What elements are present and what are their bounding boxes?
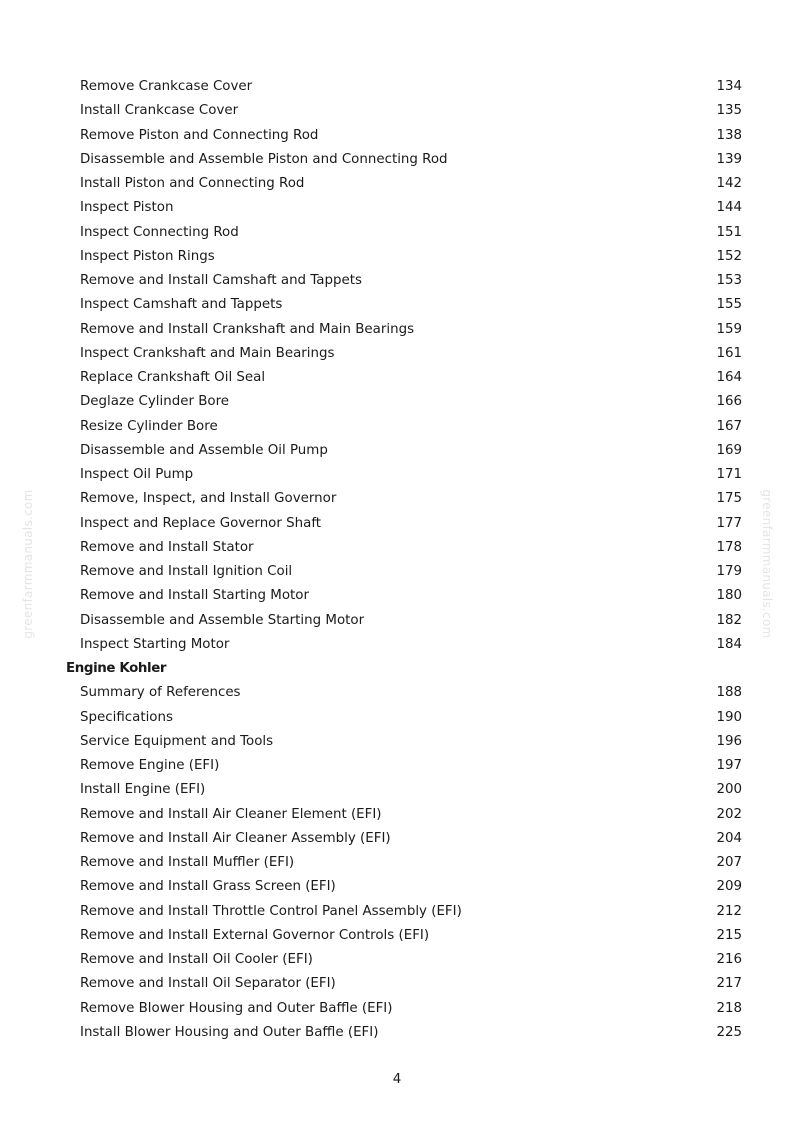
- toc-entry[interactable]: [0, 390, 794, 414]
- toc-entry-page-number[interactable]: 169: [716, 442, 742, 458]
- toc-entry-title[interactable]: Remove and Install Camshaft and Tappets: [80, 273, 362, 288]
- toc-entry[interactable]: [0, 1021, 794, 1045]
- toc-entry[interactable]: [0, 900, 794, 924]
- toc-entry-page-number[interactable]: 212: [716, 903, 742, 919]
- toc-entry-page-number[interactable]: 178: [716, 539, 742, 555]
- toc-entry-page-number[interactable]: 155: [716, 297, 742, 313]
- toc-entry[interactable]: [0, 706, 794, 730]
- toc-entry-page-number[interactable]: 197: [716, 758, 742, 773]
- toc-entry-page-number[interactable]: 196: [716, 733, 742, 749]
- toc-entry[interactable]: [0, 851, 794, 875]
- toc-entry-title[interactable]: Install Crankcase Cover: [80, 103, 239, 119]
- table-of-contents: [0, 75, 794, 1045]
- toc-entry[interactable]: [0, 997, 794, 1021]
- toc-entry-title[interactable]: Replace Crankshaft Oil Seal: [80, 370, 266, 385]
- toc-entry-title[interactable]: Inspect Camshaft and Tappets: [80, 297, 283, 313]
- section-heading-title: Engine Kohler: [66, 661, 167, 676]
- toc-entry[interactable]: [0, 924, 794, 948]
- toc-entry-title[interactable]: Remove and Install Oil Cooler (EFI): [80, 952, 313, 967]
- toc-entry-title[interactable]: Remove and Install Grass Screen (EFI): [80, 879, 336, 895]
- toc-entry-title[interactable]: Remove, Inspect, and Install Governor: [80, 491, 337, 507]
- toc-entry-title[interactable]: Remove and Install Muffler (EFI): [80, 855, 295, 870]
- toc-entry-page-number[interactable]: 164: [716, 370, 742, 385]
- toc-entry[interactable]: [0, 293, 794, 317]
- toc-entry-title[interactable]: Specifications: [80, 709, 173, 725]
- toc-entry[interactable]: [0, 609, 794, 633]
- toc-entry-page-number[interactable]: 184: [716, 636, 742, 652]
- toc-entry-page-number[interactable]: 202: [716, 806, 742, 822]
- toc-entry-page-number[interactable]: 177: [716, 515, 742, 531]
- toc-entry-title[interactable]: Install Piston and Connecting Rod: [80, 176, 305, 191]
- toc-entry-title[interactable]: Remove and Install Starting Motor: [80, 588, 309, 604]
- toc-entry-title[interactable]: Remove and Install Air Cleaner Element (EFI): [80, 806, 382, 822]
- toc-entry-title[interactable]: Inspect Starting Motor: [80, 636, 230, 652]
- toc-entry-page-number[interactable]: 215: [716, 927, 742, 943]
- toc-entry-title[interactable]: Remove and Install External Governor Controls (EFI): [80, 927, 430, 943]
- toc-entry-page-number[interactable]: 134: [716, 79, 742, 94]
- toc-entry-page-number[interactable]: 190: [716, 709, 742, 725]
- toc-entry-title[interactable]: Disassemble and Assemble Oil Pump: [80, 442, 328, 458]
- toc-entry-page-number[interactable]: 204: [716, 830, 742, 846]
- toc-entry-title[interactable]: Inspect Crankshaft and Main Bearings: [80, 345, 335, 361]
- toc-entry-title[interactable]: Inspect Oil Pump: [80, 467, 194, 482]
- watermark-text: greenfarmmanuals.com: [21, 488, 35, 639]
- toc-entry-page-number[interactable]: 182: [716, 612, 742, 628]
- toc-entry-title[interactable]: Deglaze Cylinder Bore: [80, 394, 230, 410]
- toc-entry-title[interactable]: Disassemble and Assemble Starting Motor: [80, 612, 365, 628]
- toc-section-heading: [0, 657, 794, 681]
- toc-entry-title[interactable]: Remove and Install Stator: [80, 539, 254, 555]
- toc-entry[interactable]: [0, 439, 794, 463]
- toc-entry-page-number[interactable]: 218: [716, 1000, 742, 1016]
- toc-entry-title[interactable]: Inspect Piston Rings: [80, 248, 215, 264]
- toc-entry-title[interactable]: Remove Piston and Connecting Rod: [80, 127, 319, 143]
- toc-entry-title[interactable]: Disassemble and Assemble Piston and Connecting Rod: [80, 151, 448, 167]
- toc-entry-page-number[interactable]: 217: [716, 976, 742, 992]
- toc-entry[interactable]: [0, 584, 794, 608]
- toc-entry-page-number[interactable]: 188: [716, 685, 742, 701]
- toc-entry-page-number[interactable]: 139: [716, 151, 742, 167]
- toc-entry[interactable]: [0, 778, 794, 802]
- toc-entry-title[interactable]: Inspect Piston: [80, 200, 174, 216]
- toc-entry-title[interactable]: Summary of References: [80, 685, 241, 701]
- toc-entry[interactable]: [0, 512, 794, 536]
- toc-entry-page-number[interactable]: 200: [716, 782, 742, 798]
- toc-entry[interactable]: [0, 148, 794, 172]
- toc-entry-title[interactable]: Remove and Install Air Cleaner Assembly (EFI): [80, 830, 391, 846]
- toc-entry[interactable]: [0, 972, 794, 996]
- toc-entry-page-number[interactable]: 180: [716, 588, 742, 604]
- toc-entry[interactable]: [0, 415, 794, 439]
- toc-entry-title[interactable]: Remove Crankcase Cover: [80, 79, 253, 94]
- toc-entry-page-number[interactable]: 225: [716, 1024, 742, 1040]
- toc-entry-page-number[interactable]: 175: [716, 491, 742, 507]
- toc-entry-page-number[interactable]: 179: [716, 564, 742, 579]
- toc-entry-title[interactable]: Inspect Connecting Rod: [80, 224, 239, 240]
- toc-entry[interactable]: [0, 633, 794, 657]
- toc-entry-page-number[interactable]: 207: [716, 855, 742, 870]
- toc-entry-page-number[interactable]: 138: [716, 127, 742, 143]
- toc-entry-title[interactable]: Remove Blower Housing and Outer Baffle (EFI): [80, 1000, 393, 1016]
- toc-entry-title[interactable]: Remove Engine (EFI): [80, 758, 220, 773]
- toc-entry[interactable]: [0, 560, 794, 584]
- toc-entry-page-number[interactable]: 216: [716, 952, 742, 967]
- toc-entry-page-number[interactable]: 152: [716, 248, 742, 264]
- toc-entry-page-number[interactable]: 142: [716, 176, 742, 191]
- toc-entry-page-number[interactable]: 159: [716, 321, 742, 337]
- toc-entry[interactable]: [0, 487, 794, 511]
- toc-entry-title[interactable]: Install Blower Housing and Outer Baffle (EFI): [80, 1024, 379, 1040]
- toc-entry-page-number[interactable]: 167: [716, 418, 742, 434]
- toc-entry-title[interactable]: Resize Cylinder Bore: [80, 418, 218, 434]
- toc-entry-title[interactable]: Inspect and Replace Governor Shaft: [80, 515, 322, 531]
- toc-entry-title[interactable]: Install Engine (EFI): [80, 782, 206, 798]
- toc-entry[interactable]: [0, 245, 794, 269]
- watermark-text: greenfarmmanuals.com: [760, 488, 774, 639]
- toc-entry-title[interactable]: Remove and Install Crankshaft and Main Bearings: [80, 321, 415, 337]
- toc-entry-page-number[interactable]: 135: [716, 103, 742, 119]
- toc-entry[interactable]: [0, 827, 794, 851]
- toc-entry[interactable]: [0, 754, 794, 778]
- toc-entry[interactable]: [0, 536, 794, 560]
- toc-entry-page-number[interactable]: 161: [716, 345, 742, 361]
- toc-entry[interactable]: [0, 221, 794, 245]
- toc-entry-title[interactable]: Remove and Install Oil Separator (EFI): [80, 976, 336, 992]
- toc-entry-page-number[interactable]: 171: [716, 467, 742, 482]
- toc-entry[interactable]: [0, 172, 794, 196]
- toc-entry-page-number[interactable]: 166: [716, 394, 742, 410]
- toc-entry[interactable]: [0, 196, 794, 220]
- toc-entry-title[interactable]: Remove and Install Ignition Coil: [80, 564, 293, 579]
- toc-entry-page-number[interactable]: 151: [716, 224, 742, 240]
- toc-entry-page-number[interactable]: 153: [716, 273, 742, 288]
- toc-entry-page-number[interactable]: 209: [716, 879, 742, 895]
- toc-entry[interactable]: [0, 681, 794, 705]
- toc-entry-title[interactable]: Remove and Install Throttle Control Panel Assembly (EFI): [80, 903, 462, 919]
- toc-entry-title[interactable]: Service Equipment and Tools: [80, 733, 274, 749]
- toc-entry[interactable]: [0, 269, 794, 293]
- toc-entry[interactable]: [0, 99, 794, 123]
- toc-entry[interactable]: [0, 730, 794, 754]
- toc-entry[interactable]: [0, 124, 794, 148]
- toc-entry[interactable]: [0, 875, 794, 899]
- toc-entry-page-number[interactable]: 144: [716, 200, 742, 216]
- toc-entry[interactable]: [0, 948, 794, 972]
- toc-entry[interactable]: [0, 318, 794, 342]
- toc-entry[interactable]: [0, 75, 794, 99]
- toc-entry[interactable]: [0, 342, 794, 366]
- toc-entry[interactable]: [0, 463, 794, 487]
- page-number: 4: [392, 1072, 402, 1087]
- toc-entry[interactable]: [0, 803, 794, 827]
- toc-entry[interactable]: [0, 366, 794, 390]
